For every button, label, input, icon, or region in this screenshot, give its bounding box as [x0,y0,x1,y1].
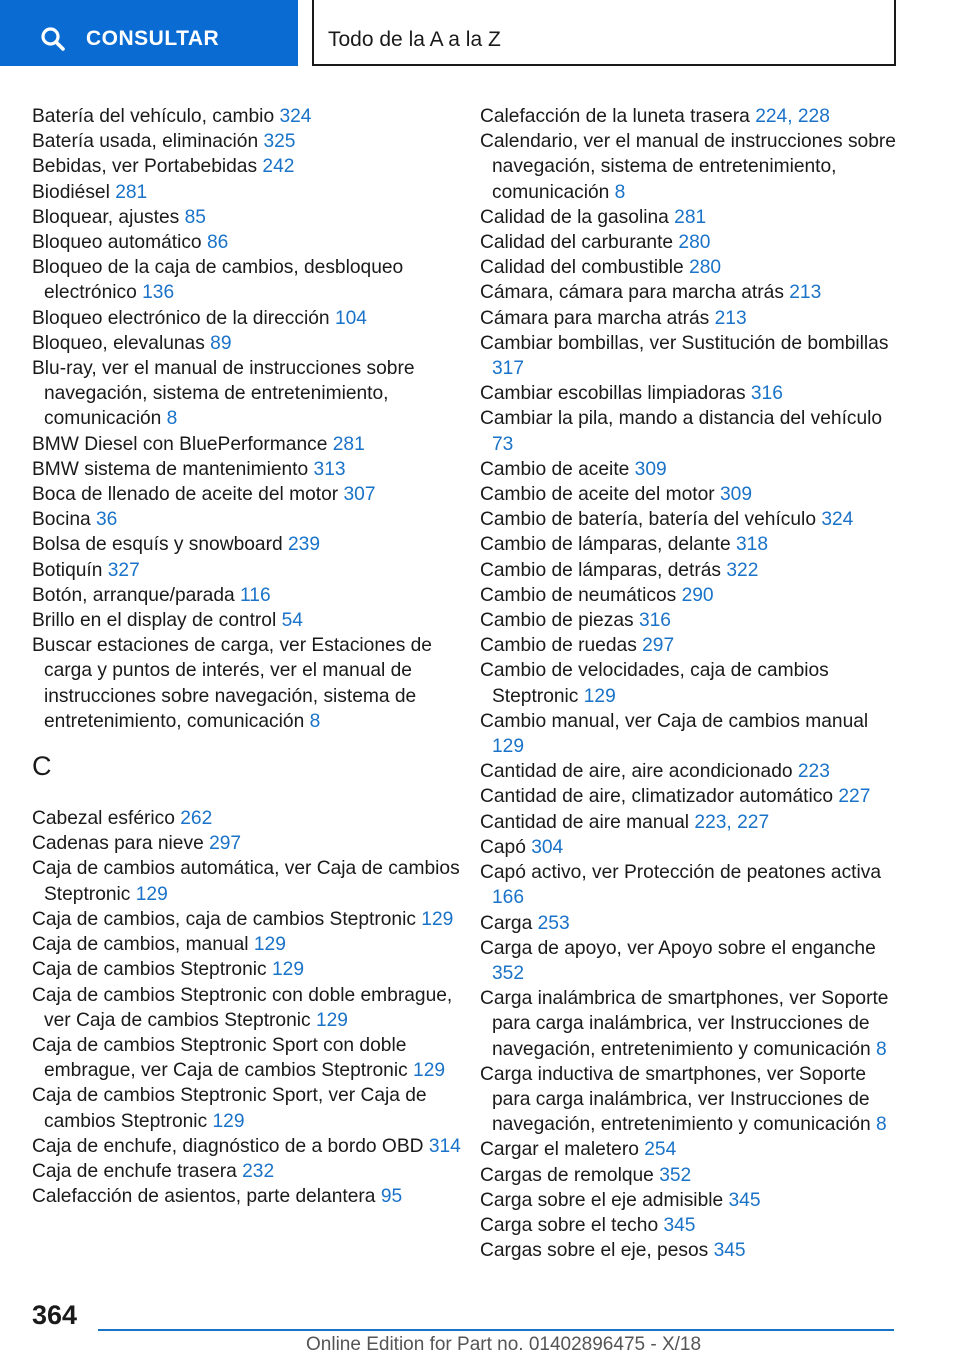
index-term: Bloqueo, elevalunas [32,332,205,354]
page-reference-link[interactable]: 129 [421,908,454,930]
index-term: Caja de cambios Steptronic Sport, ver Caja de cambios Steptronic [32,1085,427,1132]
page-reference-link[interactable]: 325 [263,131,296,153]
page-reference-link[interactable]: 104 [334,307,367,329]
index-entry [480,583,900,608]
page-reference-link[interactable]: 253 [537,912,570,934]
footer-divider [98,1329,894,1331]
index-term: Cantidad de aire manual [480,811,690,833]
page-reference-link[interactable]: 262 [180,808,213,830]
index-term: Bebidas, ver Portabebidas [32,156,258,178]
page-reference-link[interactable]: 317 [492,358,525,380]
page-reference-link[interactable]: 73 [492,433,514,455]
index-term: Cargas sobre el eje, pesos [480,1240,709,1262]
consult-button[interactable] [0,0,298,66]
page-reference-link[interactable]: 129 [413,1060,446,1082]
page-reference-link[interactable]: 224, 228 [755,106,830,127]
page-reference-link[interactable]: 352 [492,962,525,984]
page-reference-link[interactable]: 324 [821,509,854,531]
page-number: 364 [32,1300,78,1330]
page-reference-link[interactable]: 8 [166,408,178,430]
index-term: Cambiar escobillas limpiadoras [480,383,746,405]
index-entry [480,406,900,456]
index-entry [32,583,462,608]
index-entry [32,104,462,129]
page-reference-link[interactable]: 8 [876,1114,887,1136]
index-entry [32,205,462,230]
index-term: Bocina [32,509,91,531]
page-reference-link[interactable]: 227 [838,786,871,808]
index-entry [32,507,462,532]
page-reference-link[interactable]: 223 [797,761,830,783]
index-entry [32,1184,462,1209]
index-term: Bloqueo automático [32,232,202,254]
index-column-right [480,104,900,1263]
index-entry [480,280,900,305]
page-reference-link[interactable]: 304 [531,836,564,858]
index-entry [480,205,900,230]
index-entry [32,331,462,356]
page-reference-link[interactable]: 309 [634,458,667,480]
index-list-b [32,104,462,734]
index-entry [32,957,462,982]
page-reference-link[interactable]: 166 [492,887,525,909]
index-term: Caja de cambios Steptronic [32,959,267,981]
index-term: Cambio de ruedas [480,635,637,657]
index-entry [32,432,462,457]
index-term: Cambio de piezas [480,610,634,632]
page-reference-link[interactable]: 254 [644,1139,677,1161]
index-entry [480,1163,900,1188]
page-reference-link[interactable]: 316 [750,383,783,405]
index-term: Cambio de lámparas, delante [480,534,731,556]
index-term: Carga sobre el eje admisible [480,1189,724,1211]
edition-note: Online Edition for Part no. 01402896475 - X/18 [306,1334,702,1355]
index-term: Cabezal esférico [32,808,175,830]
page-reference-link[interactable]: 307 [343,484,376,506]
page-reference-link[interactable]: 239 [288,534,321,556]
index-entry [32,1033,462,1083]
index-entry [480,381,900,406]
index-term: Cambio de velocidades, caja de cambios Steptronic [480,660,829,707]
index-entry [480,482,900,507]
page-reference-link[interactable]: 8 [876,1038,887,1060]
index-term: Calidad del carburante [480,232,674,254]
page-reference-link[interactable]: 116 [240,584,271,606]
index-term: Botiquín [32,559,103,581]
page-reference-link[interactable]: 95 [380,1186,403,1208]
index-entry [32,831,462,856]
index-entry [32,457,462,482]
page-reference-link[interactable]: 345 [663,1214,696,1236]
index-entry [480,709,900,759]
page-reference-link[interactable]: 314 [428,1135,461,1157]
page-reference-link[interactable]: 280 [689,257,722,279]
page-reference-link[interactable]: 89 [210,332,232,354]
index-term: Calidad del combustible [480,257,684,279]
page-reference-link[interactable]: 136 [142,282,175,304]
index-entry [480,331,900,381]
index-term: Bloqueo electrónico de la dirección [32,307,330,329]
index-term: Cargas de remolque [480,1164,654,1186]
index-term: Caja de cambios Steptronic con doble embrague, ver Caja de cambios Steptronic [32,984,453,1031]
page-reference-link[interactable]: 129 [253,934,286,956]
index-entry [480,986,900,1062]
index-entry [480,558,900,583]
index-term: Caja de cambios automática, ver Caja de cambios Steptronic [32,858,460,905]
index-term: Bloqueo de la caja de cambios, desbloqueo electrónico [32,257,404,304]
index-term: BMW sistema de mantenimiento [32,458,309,480]
index-entry [32,907,462,932]
index-term: Cambiar la pila, mando a distancia del vehículo [480,408,883,430]
index-entry [480,911,900,936]
index-list-c [32,806,462,1209]
index-entry [32,806,462,831]
index-term: Carga sobre el techo [480,1214,659,1236]
index-term: Cambiar bombillas, ver Sustitución de bombillas [480,332,889,354]
page-reference-link[interactable]: 297 [642,635,675,657]
index-entry [32,983,462,1033]
page-reference-link[interactable]: 54 [281,610,303,632]
index-entry [480,532,900,557]
index-term: Caja de enchufe, diagnóstico de a bordo OBD [32,1135,424,1157]
index-entry [480,1137,900,1162]
index-term: Cambio de lámparas, detrás [480,559,722,581]
index-term: Caja de cambios, caja de cambios Steptronic [32,908,416,930]
index-entry [480,507,900,532]
index-term: Capó [480,836,526,858]
index-term: Caja de enchufe trasera [32,1160,237,1182]
index-term: Cargar el maletero [480,1139,639,1161]
page-reference-link[interactable]: 281 [115,181,148,203]
index-term: Calendario, ver el manual de instrucciones sobre navegación, sistema de entretenimiento, comunicación [480,131,896,203]
index-entry [480,633,900,658]
index-entry [32,532,462,557]
page-reference-link[interactable]: 318 [736,534,769,556]
index-entry [480,810,900,835]
index-entry [32,255,462,305]
index-term: Blu-ray, ver el manual de instrucciones sobre navegación, sistema de entretenimiento, comunicación [32,358,415,430]
search-icon [40,26,66,52]
index-term: Brillo en el display de control [32,610,277,632]
index-entry [480,230,900,255]
page-reference-link[interactable]: 290 [681,584,714,606]
index-term: Biodiésel [32,181,110,203]
index-entry [32,558,462,583]
index-entry [32,856,462,906]
index-term: Caja de cambios Steptronic Sport con doble embrague, ver Caja de cambios Steptronic [32,1034,408,1082]
page-reference-link[interactable]: 327 [107,559,140,581]
page-reference-link[interactable]: 8 [309,710,321,732]
section-letter: C [32,751,52,782]
index-entry [32,154,462,179]
section-title: Todo de la A a la Z [328,28,501,51]
index-term: Capó activo, ver Protección de peatones activa [480,862,882,884]
page-reference-link[interactable]: 309 [719,484,752,506]
page-reference-link[interactable]: 129 [315,1009,348,1031]
index-entry [480,1238,900,1263]
index-entry [480,860,900,910]
index-term: Cadenas para nieve [32,833,204,855]
index-entry [32,633,462,734]
index-term: Cámara para marcha atrás [480,307,710,329]
index-term: Cambio de batería, batería del vehículo [480,509,816,531]
index-term: Batería usada, eliminación [32,131,259,153]
page-reference-link[interactable]: 345 [713,1240,746,1262]
page-reference-link[interactable]: 280 [678,232,711,254]
page-reference-link[interactable]: 316 [638,610,671,632]
index-entry [480,306,900,331]
index-entry [480,1213,900,1238]
index-term: Bolsa de esquís y snowboard [32,534,283,556]
index-term: BMW Diesel con BluePerformance [32,433,328,455]
index-term: Calidad de la gasolina [480,206,669,228]
header [0,0,960,66]
page-reference-link[interactable]: 232 [242,1160,275,1182]
page-reference-link[interactable]: 85 [184,206,206,228]
index-entry [480,784,900,809]
page-reference-link[interactable]: 213 [789,282,822,304]
index-entry [480,104,900,129]
page-reference-link[interactable]: 8 [614,181,626,203]
index-entry [480,1062,900,1138]
index-entry [480,255,900,280]
page-reference-link[interactable]: 223, 227 [694,811,770,833]
index-entry [480,1188,900,1213]
index-term: Caja de cambios, manual [32,934,249,956]
index-list-c-continued [480,104,900,1263]
page-reference-link[interactable]: 36 [96,509,118,531]
consult-label: CONSULTAR [86,27,220,50]
page-reference-link[interactable]: 313 [313,458,346,480]
page-reference-link[interactable]: 242 [262,156,295,178]
index-entry [32,356,462,432]
page-reference-link[interactable]: 322 [726,559,759,581]
index-term: Boca de llenado de aceite del motor [32,484,339,506]
index-term: Cámara, cámara para marcha atrás [480,282,784,304]
index-entry [480,835,900,860]
index-entry [480,608,900,633]
index-term: Carga inductiva de smartphones, ver Soporte para carga inalámbrica, ver Instrucciones de navegación, entretenimiento y comunicación [480,1063,871,1136]
page-reference-link[interactable]: 129 [492,736,525,758]
index-entry [32,1083,462,1133]
index-entry [32,306,462,331]
page-reference-link[interactable]: 86 [206,232,229,254]
index-entry [32,482,462,507]
section-title-box [312,0,896,66]
page-reference-link[interactable]: 129 [271,959,304,981]
index-entry [32,1134,462,1159]
index-term: Carga [480,912,533,934]
index-term: Cambio de neumáticos [480,584,677,606]
index-entry [32,932,462,957]
page-reference-link[interactable]: 281 [674,206,707,228]
page-reference-link[interactable]: 324 [279,106,312,127]
index-term: Botón, arranque/parada [32,584,235,606]
page-reference-link[interactable]: 129 [212,1110,245,1132]
index-term: Cantidad de aire, climatizador automático [480,786,834,808]
index-term: Calefacción de la luneta trasera [480,106,750,127]
index-entry [480,936,900,986]
page-reference-link[interactable]: 297 [209,833,242,855]
index-entry [32,230,462,255]
page-reference-link[interactable]: 352 [659,1164,692,1186]
index-term: Bloquear, ajustes [32,206,180,228]
index-entry [32,608,462,633]
index-entry [480,759,900,784]
page-reference-link[interactable]: 129 [135,883,168,905]
index-entry [480,658,900,708]
index-entry [480,457,900,482]
index-term: Cantidad de aire, aire acondicionado [480,761,793,783]
index-term: Carga de apoyo, ver Apoyo sobre el enganche [480,937,876,959]
page-reference-link[interactable]: 213 [714,307,747,329]
index-term: Batería del vehículo, cambio [32,106,275,127]
page-reference-link[interactable]: 129 [583,685,616,707]
index-term: Cambio de aceite del motor [480,484,715,506]
index-entry [32,129,462,154]
index-term: Carga inalámbrica de smartphones, ver Soporte para carga inalámbrica, ver Instrucciones de navegación, entretenimiento y comunicación [480,988,889,1060]
index-term: Calefacción de asientos, parte delantera [32,1186,376,1208]
index-term: Cambio de aceite [480,458,630,480]
page-reference-link[interactable]: 281 [332,433,365,455]
index-entry [480,129,900,205]
index-term: Cambio manual, ver Caja de cambios manual [480,710,869,732]
index-entry [32,1159,462,1184]
index-entry [32,180,462,205]
page-reference-link[interactable]: 345 [728,1189,761,1211]
index-term: Buscar estaciones de carga, ver Estaciones de carga y puntos de interés, ver el manual de instrucciones sobre navegación, sistema de entretenimiento, comunicación [32,635,432,732]
index-column-left [32,104,462,1209]
